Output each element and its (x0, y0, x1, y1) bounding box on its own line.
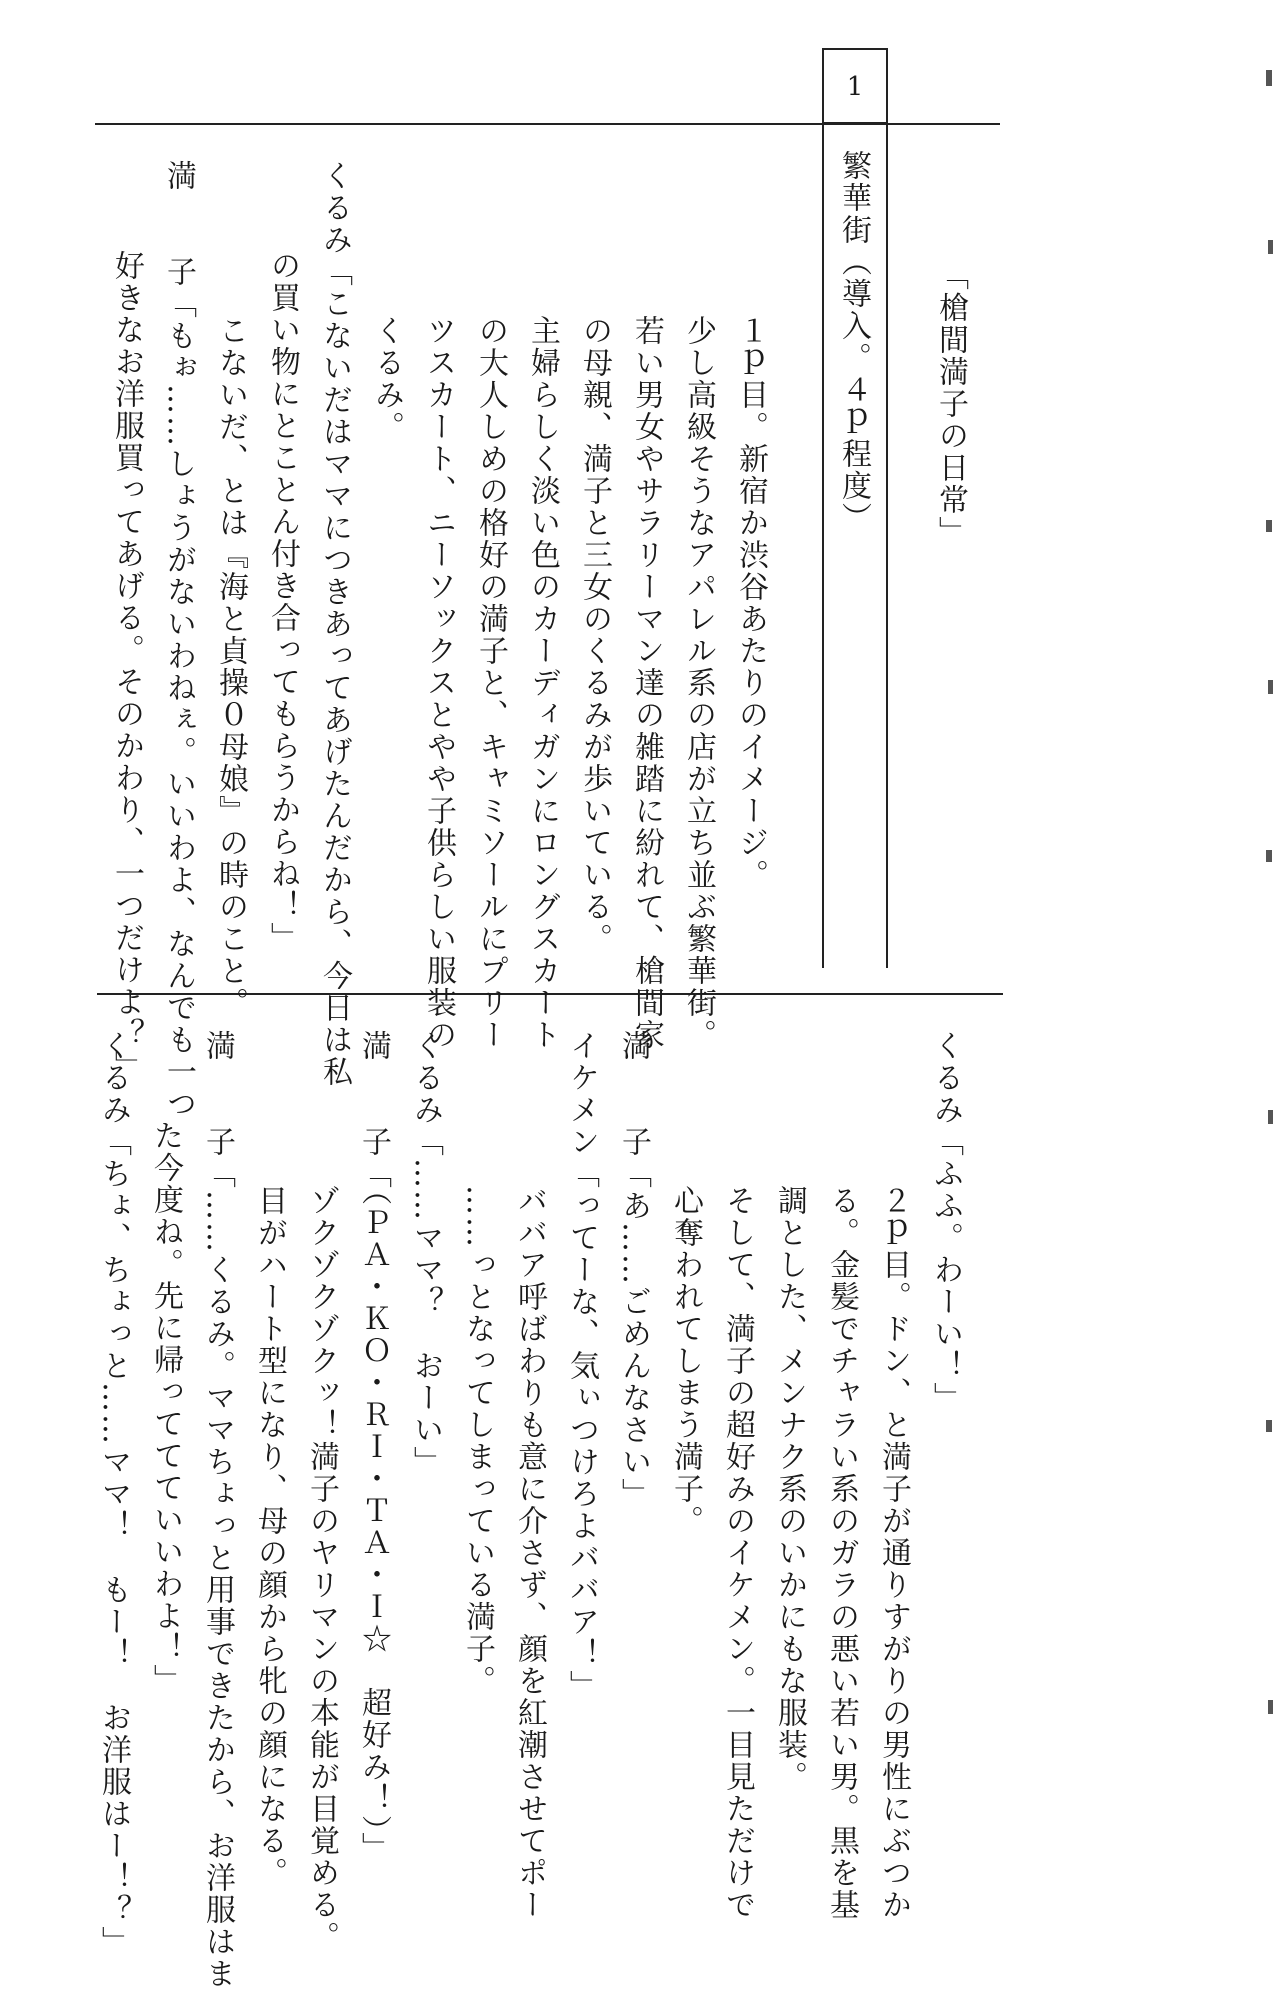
binding-edge-mark (1268, 680, 1273, 694)
script-line: の大人しめの格好の満子と、キャミソールにプリー (473, 315, 508, 1051)
dialogue-line: 満 子「（ＰＡ・ＫＯ・ＲＩ・ＴＡ・Ｉ☆ 超好み！）」 (356, 1030, 391, 1864)
heading-box-right-line (886, 48, 888, 968)
script-line: 心奪われてしまう満子。 (668, 1185, 703, 1537)
page-number-underline (822, 122, 888, 124)
scene-heading: 繁華街（導入。４ｐ程度） (836, 150, 871, 534)
heading-box-left-line (822, 48, 824, 968)
binding-edge-mark (1266, 850, 1272, 862)
script-line: る。金髪でチャラい系のガラの悪い若い男。黒を基 (824, 1185, 859, 1921)
script-line: の母親、満子と三女のくるみが歩いている。 (577, 315, 612, 955)
page-title: 「槍間満子の日常」 (933, 260, 968, 548)
dialogue-line: イケメン「ってーな、気ぃつけろよババア！」 (564, 1030, 599, 1702)
binding-edge-mark (1266, 520, 1272, 532)
script-line: そして、満子の超好みのイケメン。一目見ただけで (720, 1185, 755, 1921)
dialogue-line: 満 子「あ……ごめんなさい」 (616, 1030, 651, 1510)
script-line: 調とした、メンナク系のいかにもな服装。 (772, 1185, 807, 1793)
script-line: ２ｐ目。ドン、と満子が通りすがりの男性にぶつか (876, 1185, 911, 1921)
dialogue-line: くるみ「ふふ。わーい！」 (928, 1030, 963, 1414)
script-line: ……っとなってしまっている満子。 (460, 1185, 495, 1697)
script-line: １ｐ目。新宿か渋谷あたりのイメージ。 (733, 315, 768, 891)
dialogue-line: 満 子「もぉ……しょうがないわねぇ。いいわよ、なんでも一つ (161, 160, 196, 1120)
script-line: ババア呼ばわりも意に介さず、顔を紅潮させてポー (512, 1185, 547, 1921)
dialogue-line: くるみ「ちょ、ちょっと……ママ！ もー！ お洋服はー！？」 (96, 1030, 131, 1958)
script-line: くるみ。 (369, 315, 404, 443)
script-line: 少し高級そうなアパレル系の店が立ち並ぶ繁華街。 (681, 315, 716, 1051)
script-line: ツスカート、ニーソックスとやや子供らしい服装の (421, 315, 456, 1051)
heading-box-top-line (822, 48, 888, 50)
script-line: 主婦らしく淡い色のカーディガンにロングスカート (525, 315, 560, 1051)
binding-edge-mark (1268, 240, 1273, 254)
page-number: 1 (846, 72, 864, 102)
dialogue-continuation: た今度ね。先に帰っててていいわよ！」 (148, 1120, 183, 1696)
script-line: 若い男女やサラリーマン達の雑踏に紛れて、槍間家 (629, 315, 664, 1051)
binding-edge-mark (1268, 1110, 1273, 1124)
dialogue-line: くるみ「……ママ？ おーい」 (408, 1030, 443, 1478)
script-line: 目がハート型になり、母の顔から牝の顔になる。 (252, 1185, 287, 1889)
dialogue-line: くるみ「こないだはママにつきあってあげたんだから、今日は私 (317, 160, 352, 1088)
dialogue-continuation: 好きなお洋服買ってあげる。そのかわり、一つだけよ？」 (109, 250, 144, 1082)
dialogue-continuation: の買い物にとことん付き合ってもらうからね！」 (265, 250, 300, 954)
binding-edge-mark (1266, 1420, 1272, 1432)
script-line: ゾクゾクゾクッ！満子のヤリマンの本能が目覚める。 (304, 1185, 339, 1953)
script-line: こないだ、とは『海と貞操０母娘』の時のこと。 (213, 315, 248, 1019)
binding-edge-mark (1266, 70, 1272, 86)
dialogue-line: 満 子「……くるみ。ママちょっと用事できたから、お洋服はま (200, 1030, 235, 1990)
binding-edge-mark (1268, 1700, 1273, 1714)
